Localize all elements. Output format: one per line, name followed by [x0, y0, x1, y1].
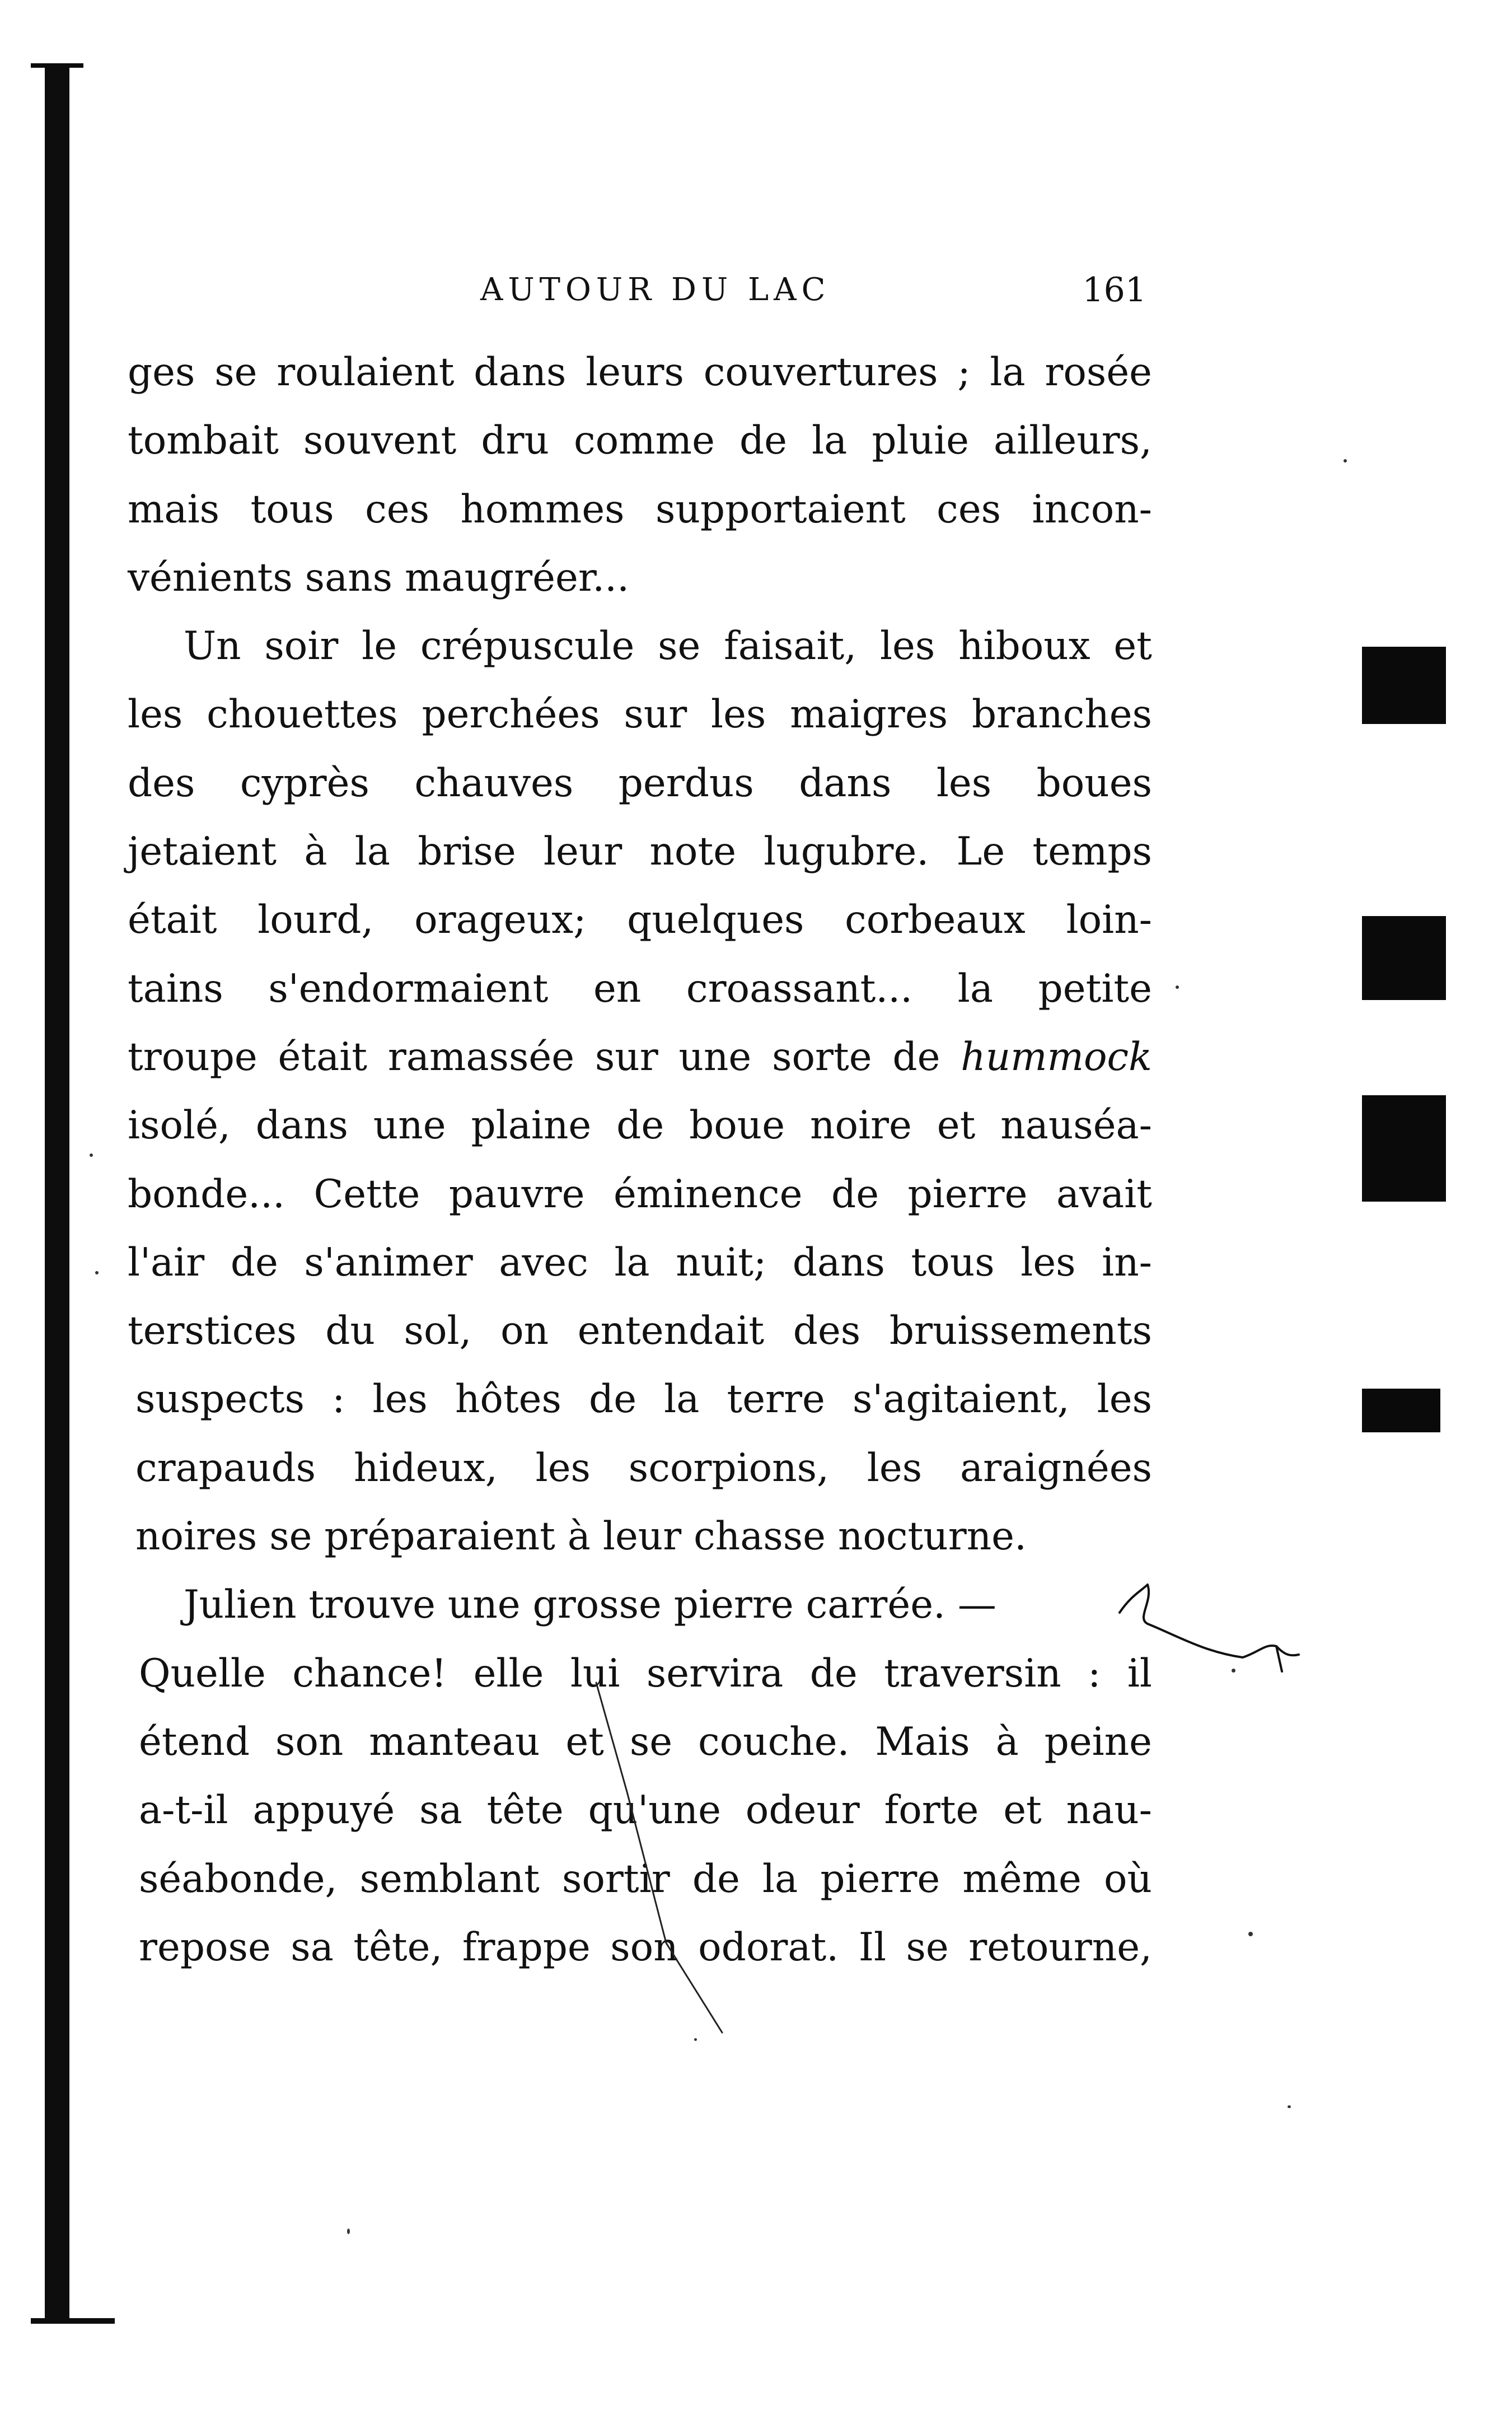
margin-mark	[1362, 647, 1446, 724]
text-line: mais tous ces hommes supportaient ces incon-	[128, 487, 1152, 532]
text-line: isolé, dans une plaine de boue noire et nauséa-	[128, 1103, 1152, 1148]
text-line-with-italic	[128, 1023, 1152, 1091]
text-line: a-t-il appuyé sa tête qu'une odeur forte et nau-	[139, 1788, 1152, 1833]
text-line: ges se roulaient dans leurs couvertures ; la rosée	[128, 350, 1152, 395]
text-line: Julien trouve une grosse pierre carrée. —	[184, 1582, 996, 1628]
speck	[1248, 1932, 1253, 1936]
text-line: tombait souvent dru comme de la pluie ailleurs,	[128, 418, 1152, 464]
text-line: des cyprès chauves perdus dans les boues	[128, 760, 1152, 806]
margin-mark	[1362, 1389, 1440, 1432]
text-line: bonde... Cette pauvre éminence de pierre avait	[128, 1171, 1152, 1217]
running-title: AUTOUR DU LAC	[480, 272, 831, 308]
speck	[1344, 459, 1347, 463]
text-line: Quelle chance! elle lui servira de traversin : il	[139, 1651, 1152, 1696]
text-line: étend son manteau et se couche. Mais à peine	[139, 1719, 1152, 1764]
text-line: repose sa tête, frappe son odorat. Il se retourne,	[139, 1924, 1152, 1970]
speck	[90, 1153, 93, 1157]
speck	[95, 1271, 99, 1274]
speck	[1288, 2105, 1291, 2108]
handwritten-squiggle	[1114, 1540, 1304, 1674]
text-line: vénients sans maugréer...	[128, 555, 630, 600]
text-line: était lourd, orageux; quelques corbeaux loin-	[128, 898, 1152, 943]
binding-edge-bottom	[31, 2318, 115, 2324]
page-number: 161	[1082, 270, 1146, 310]
text-line: noires se préparaient à leur chasse nocturne.	[135, 1514, 1027, 1559]
text-line: l'air de s'animer avec la nuit; dans tous les in-	[128, 1240, 1152, 1285]
italic-word: hummock	[961, 1034, 1152, 1080]
text-line: tains s'endormaient en croassant... la petite	[128, 966, 1152, 1011]
text-line: les chouettes perchées sur les maigres branches	[128, 692, 1152, 737]
pen-stroke	[593, 1680, 739, 2038]
text-line: séabonde, semblant sortir de la pierre même où	[139, 1856, 1152, 1902]
text-line: Un soir le crépuscule se faisait, les hiboux et	[184, 624, 1152, 669]
text-line: terstices du sol, on entendait des bruissements	[128, 1309, 1152, 1354]
margin-mark	[1362, 1095, 1446, 1202]
speck	[694, 2038, 697, 2041]
text-line: crapauds hideux, les scorpions, les araignées	[135, 1445, 1152, 1491]
speck	[347, 2229, 350, 2234]
speck	[1176, 985, 1179, 989]
running-header	[128, 268, 1146, 312]
margin-mark	[1362, 916, 1446, 1000]
text-segment: troupe était ramassée sur une sorte de	[128, 1034, 940, 1080]
speck	[1232, 1669, 1235, 1673]
text-line: suspects : les hôtes de la terre s'agitaient, les	[135, 1377, 1152, 1422]
binding-edge	[45, 64, 69, 2324]
text-line: jetaient à la brise leur note lugubre. Le temps	[128, 829, 1152, 875]
